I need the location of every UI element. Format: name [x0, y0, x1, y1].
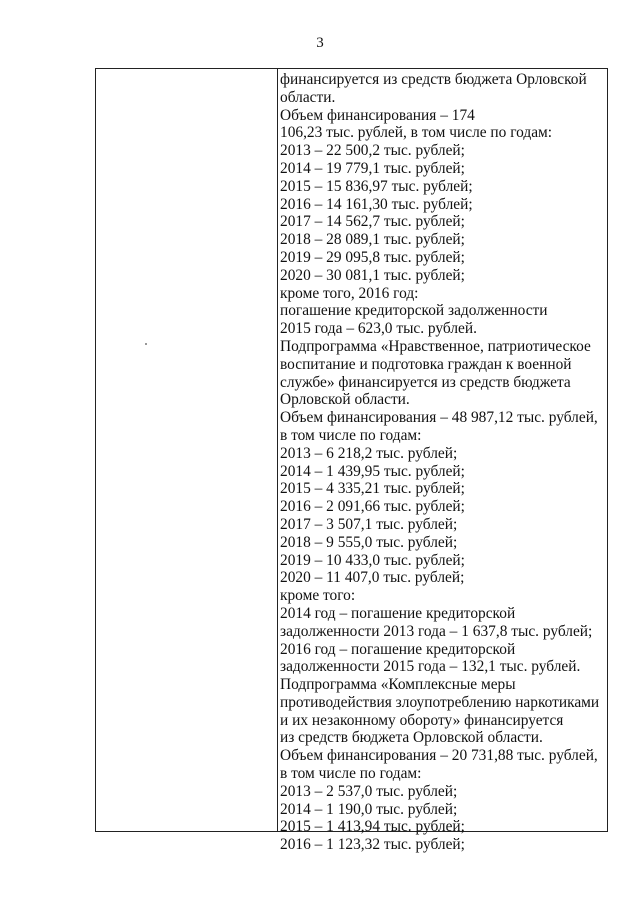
text-line: 2014 – 1 439,95 тыс. рублей;: [280, 462, 465, 480]
text-line: 2020 – 11 407,0 тыс. рублей;: [280, 569, 465, 587]
text-line: финансируется из средств бюджета Орловской: [280, 71, 587, 88]
text-line: 2017 – 14 562,7 тыс. рублей;: [280, 213, 465, 231]
text-line: 2014 год – погашение кредиторской: [280, 604, 516, 622]
text-line: Подпрограмма «Комплексные меры: [280, 676, 516, 694]
document-table: [95, 68, 608, 854]
text-line: Объем финансирования – 20 731,88 тыс. рублей,: [280, 747, 598, 765]
text-line: 2015 года – 623,0 тыс. рублей.: [280, 320, 477, 338]
text-line: 2013 – 2 537,0 тыс. рублей;: [280, 782, 458, 800]
text-line: 2014 – 19 779,1 тыс. рублей;: [280, 159, 465, 177]
text-line: 2019 – 10 433,0 тыс. рублей;: [280, 551, 465, 569]
text-line: 2017 – 3 507,1 тыс. рублей;: [280, 515, 458, 533]
text-line: и их незаконному обороту» финансируется: [280, 711, 564, 729]
text-line: кроме того, 2016 год:: [280, 284, 419, 302]
text-line: задолженности 2013 года – 1 637,8 тыс. рублей;: [280, 622, 593, 640]
text-line: погашение кредиторской задолженности: [280, 302, 548, 320]
text-line: в том числе по годам:: [280, 765, 422, 783]
text-line: Орловской области.: [280, 391, 410, 409]
text-line: противодействия злоупотреблению наркотиками: [280, 693, 600, 711]
table-right-cell: [280, 71, 605, 854]
text-line: 106,23 тыс. рублей, в том числе по годам:: [280, 124, 553, 142]
text-line: 2018 – 28 089,1 тыс. рублей;: [280, 231, 465, 249]
text-line: Подпрограмма «Нравственное, патриотическое: [280, 337, 591, 355]
text-line: 2016 – 1 123,32 тыс. рублей;: [280, 836, 465, 854]
text-line: области.: [280, 88, 336, 106]
text-line: 2016 – 2 091,66 тыс. рублей;: [280, 498, 465, 516]
text-line: 2013 – 6 218,2 тыс. рублей;: [280, 444, 458, 462]
table-left-cell: [96, 69, 278, 831]
text-line: воспитание и подготовка граждан к военной: [280, 355, 572, 373]
text-line: из средств бюджета Орловской области.: [280, 729, 543, 747]
text-line: 2015 – 1 413,94 тыс. рублей;: [280, 818, 465, 836]
text-line: 2016 – 14 161,30 тыс. рублей;: [280, 195, 473, 213]
text-line: 2020 – 30 081,1 тыс. рублей;: [280, 266, 465, 284]
text-line: в том числе по годам:: [280, 426, 422, 444]
scan-speck: [145, 343, 147, 345]
text-line: 2019 – 29 095,8 тыс. рублей;: [280, 248, 465, 266]
text-line: 2014 – 1 190,0 тыс. рублей;: [280, 800, 458, 818]
text-line: службе» финансируется из средств бюджета: [280, 373, 571, 391]
text-line: кроме того:: [280, 587, 356, 605]
text-line: 2015 – 4 335,21 тыс. рублей;: [280, 480, 465, 498]
text-line: 2018 – 9 555,0 тыс. рублей;: [280, 533, 458, 551]
text-line: 2016 год – погашение кредиторской: [280, 640, 516, 658]
text-line: задолженности 2015 года – 132,1 тыс. рублей.: [280, 658, 581, 676]
text-line: 2013 – 22 500,2 тыс. рублей;: [280, 142, 465, 160]
page-number: 3: [316, 35, 324, 51]
text-line: Объем финансирования – 174: [280, 106, 475, 124]
text-line: Объем финансирования – 48 987,12 тыс. рублей,: [280, 409, 598, 427]
text-line: 2015 – 15 836,97 тыс. рублей;: [280, 177, 473, 195]
